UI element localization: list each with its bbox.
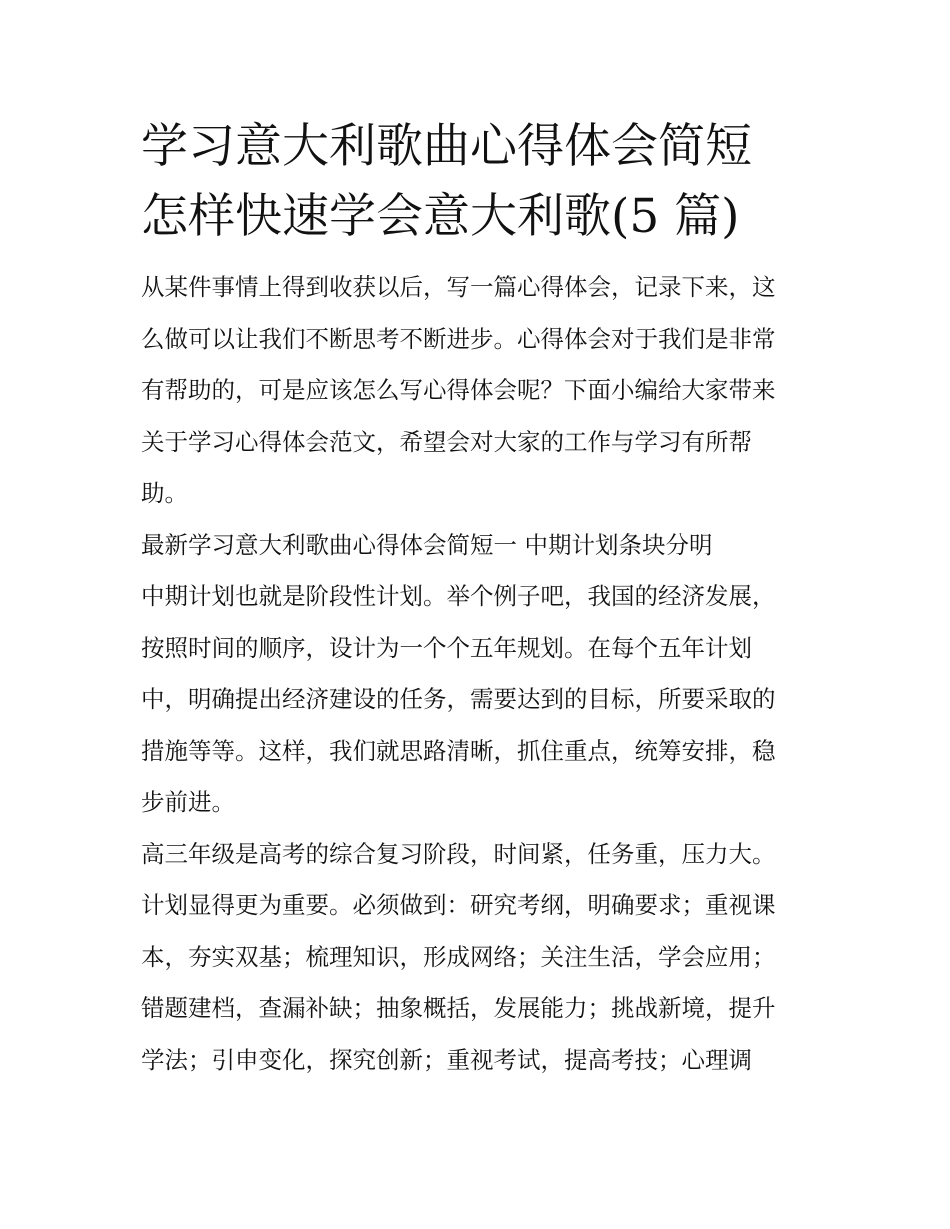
text-line: 么做可以让我们不断思考不断进步。心得体会对于我们是非常 <box>141 324 776 353</box>
text-line: 错题建档，查漏补缺；抽象概括，发展能力；挑战新境，提升 <box>141 994 776 1022</box>
document-title <box>141 112 813 252</box>
title-line-2: 怎样快速学会意大利歌(5 篇) <box>141 189 740 244</box>
text-line: 步前进。 <box>141 788 235 816</box>
text-line: 中期计划也就是阶段性计划。举个例子吧，我国的经济发展， <box>141 582 776 610</box>
paragraph-senior-year <box>141 829 813 1087</box>
text-line: 措施等等。这样，我们就思路清晰，抓住重点，统筹安排，稳 <box>141 736 776 765</box>
text-line: 计划显得更为重要。必须做到：研究考纲，明确要求；重视课 <box>141 891 776 919</box>
text-line: 高三年级是高考的综合复习阶段，时间紧，任务重，压力大。 <box>141 839 776 868</box>
text-line: 有帮助的，可是应该怎么写心得体会呢？下面小编给大家带来 <box>141 376 776 404</box>
text-line: 中，明确提出经济建设的任务，需要达到的目标，所要采取的 <box>141 685 776 713</box>
text-line: 关于学习心得体会范文，希望会对大家的工作与学习有所帮 <box>141 427 752 456</box>
text-line: 本，夯实双基；梳理知识，形成网络；关注生活，学会应用； <box>141 942 776 971</box>
document-content <box>141 112 813 1086</box>
section-heading <box>141 520 813 572</box>
document-body <box>141 262 813 1086</box>
text-line: 按照时间的顺序，设计为一个个五年规划。在每个五年计划 <box>141 633 752 662</box>
text-line: 从某件事情上得到收获以后，写一篇心得体会，记录下来，这 <box>141 273 776 301</box>
title-line-1: 学习意大利歌曲心得体会简短 <box>141 119 752 174</box>
text-line: 学法；引申变化，探究创新；重视考试，提高考技；心理调 <box>141 1045 752 1074</box>
text-line: 最新学习意大利歌曲心得体会简短一 中期计划条块分明 <box>141 530 713 559</box>
paragraph-intro <box>141 262 813 520</box>
text-line: 助。 <box>141 479 188 507</box>
paragraph-mid-term-plan <box>141 571 813 829</box>
